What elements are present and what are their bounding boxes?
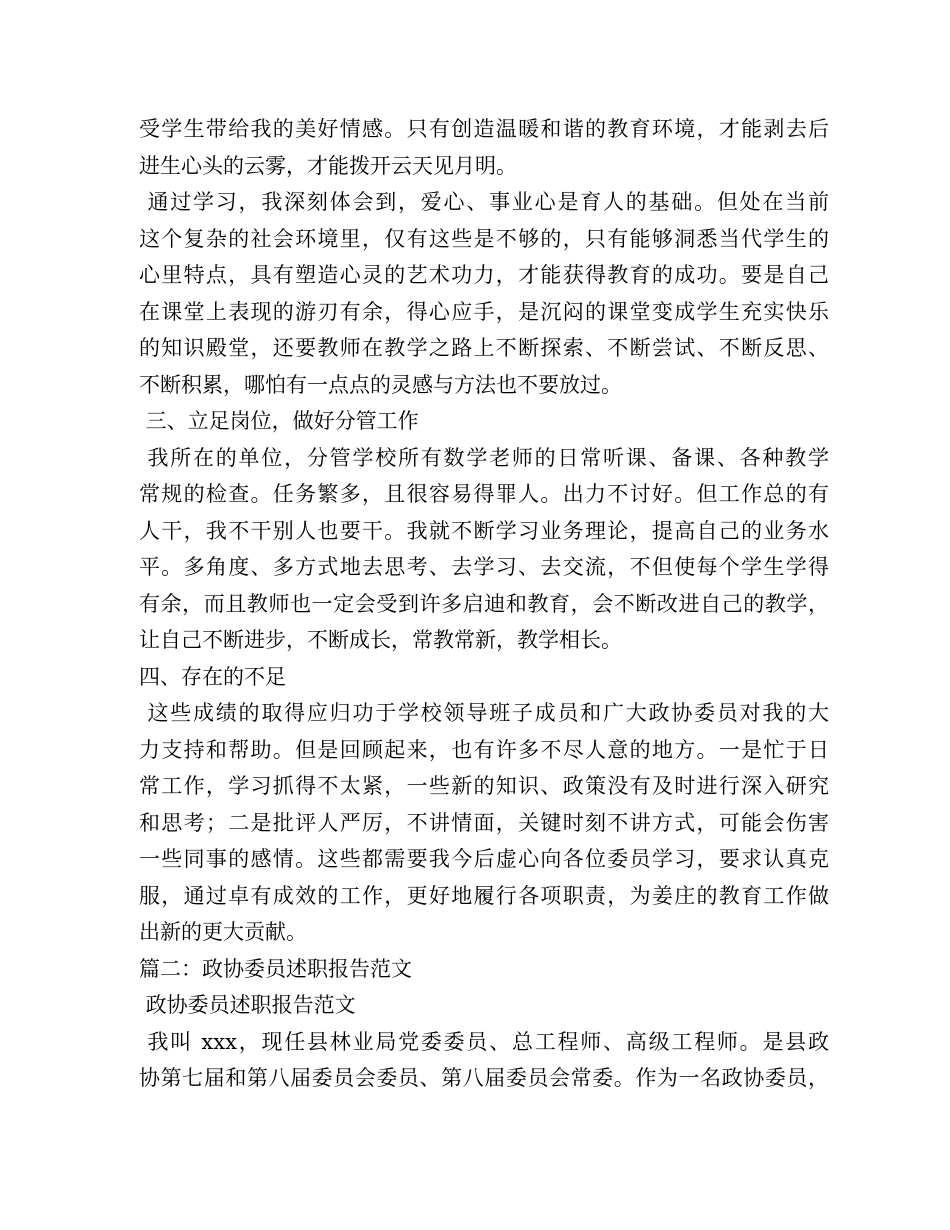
paragraph-line: 一些同事的感情。这些都需要我今后虚心向各位委员学习，要求认真克 <box>139 847 829 871</box>
paragraph-line: 心里特点，具有塑造心灵的艺术功力，才能获得教育的成功。要是自己 <box>139 263 829 287</box>
paragraph-line: 通过学习，我深刻体会到，爱心、事业心是育人的基础。但处在当前 <box>139 190 829 214</box>
chapter-heading: 篇二：政协委员述职报告范文 <box>139 956 412 981</box>
paragraph-line: 力支持和帮助。但是回顾起来，也有许多不尽人意的地方。一是忙于日 <box>139 737 829 762</box>
paragraph-line: 我叫 xxx，现任县林业局党委委员、总工程师、高级工程师。是县政 <box>139 1029 829 1054</box>
paragraph-line: 让自己不断进步，不断成长，常教常新，教学相长。 <box>139 628 622 652</box>
paragraph-line: 有余，而且教师也一定会受到许多启迪和教育，会不断改进自己的教学， <box>139 591 829 616</box>
section-heading: 四、存在的不足 <box>139 664 286 689</box>
paragraph-line: 平。多角度、多方式地去思考、去学习、去交流，不但使每个学生学得 <box>139 555 829 579</box>
paragraph-line: 人干，我不干别人也要干。我就不断学习业务理论，提高自己的业务水 <box>139 518 829 543</box>
paragraph-line: 常工作，学习抓得不太紧，一些新的知识、政策没有及时进行深入研究 <box>139 774 829 798</box>
paragraph-line: 常规的检查。任务繁多，且很容易得罪人。出力不讨好。但工作总的有 <box>139 482 829 506</box>
paragraph-line: 这些成绩的取得应归功于学校领导班子成员和广大政协委员对我的大 <box>139 701 829 725</box>
paragraph-line: 出新的更大贡献。 <box>139 920 307 944</box>
paragraph-line: 在课堂上表现的游刃有余，得心应手，是沉闷的课堂变成学生充实快乐 <box>139 299 829 324</box>
document-title: 政协委员述职报告范文 <box>139 993 356 1017</box>
paragraph-line: 的知识殿堂，还要教师在教学之路上不断探索、不断尝试、不断反思、 <box>139 336 829 360</box>
paragraph-line: 和思考；二是批评人严厉，不讲情面，关键时刻不讲方式，可能会伤害 <box>139 810 829 835</box>
paragraph-line: 我所在的单位，分管学校所有数学老师的日常听课、备课、各种教学 <box>139 445 829 470</box>
paragraph-line: 协第七届和第八届委员会委员、第八届委员会常委。作为一名政协委员， <box>139 1066 829 1090</box>
paragraph-line: 进生心头的云雾，才能拨开云天见月明。 <box>139 153 517 178</box>
paragraph-line: 服，通过卓有成效的工作，更好地履行各项职责，为姜庄的教育工作做 <box>139 883 829 908</box>
document-body <box>139 111 829 1097</box>
paragraph-line: 这个复杂的社会环境里，仅有这些是不够的，只有能够洞悉当代学生的 <box>139 226 829 251</box>
paragraph-line: 受学生带给我的美好情感。只有创造温暖和谐的教育环境，才能剥去后 <box>139 117 829 141</box>
section-heading: 三、立足岗位，做好分管工作 <box>139 409 419 433</box>
paragraph-line: 不断积累，哪怕有一点点的灵感与方法也不要放过。 <box>139 372 622 397</box>
